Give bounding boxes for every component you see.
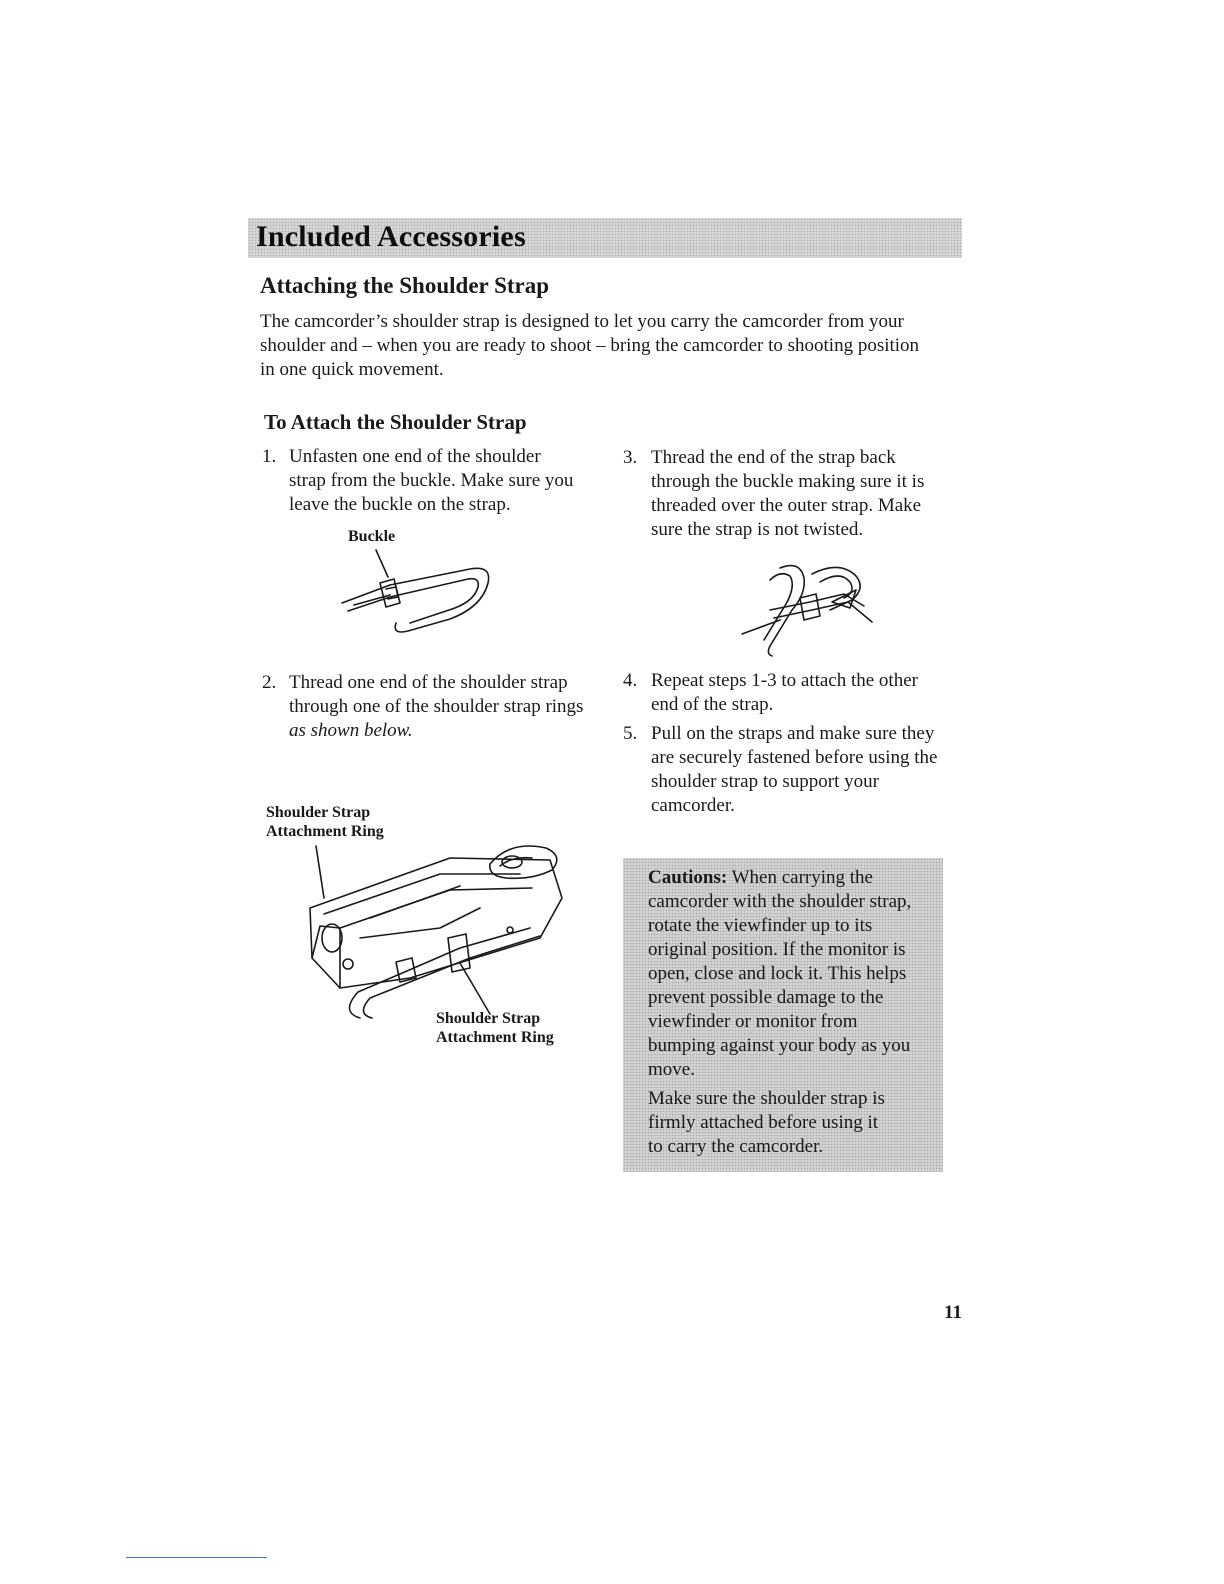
step-line: sure the strap is not twisted.	[651, 519, 864, 540]
caution-line: viewfinder or monitor from	[648, 1011, 858, 1032]
step-line: through the buckle making sure it is	[651, 471, 925, 492]
step-line: Pull on the straps and make sure they	[651, 723, 935, 744]
ring-label-line: Attachment Ring	[266, 823, 384, 840]
step-number: 2.	[262, 672, 277, 693]
step-line: Thread one end of the shoulder strap	[289, 672, 568, 693]
step-line: through one of the shoulder strap rings	[289, 696, 584, 717]
strap-threading-illustration	[740, 560, 880, 660]
caution-line-1	[648, 866, 938, 890]
step-line: as shown below.	[289, 720, 413, 741]
step-line: end of the strap.	[651, 694, 774, 715]
ring-label-line: Shoulder Strap	[266, 804, 371, 821]
caution-line: move.	[648, 1059, 695, 1080]
section-title: Included Accessories	[256, 220, 526, 253]
step-line: threaded over the outer strap. Make	[651, 495, 922, 516]
step-line: shoulder strap to support your	[651, 771, 879, 792]
step-number: 4.	[623, 670, 638, 691]
caution-line: rotate the viewfinder up to its	[648, 915, 873, 936]
buckle-label: Buckle	[348, 528, 396, 545]
intro-line: shoulder and – when you are ready to shoot – bring the camcorder to shooting position	[260, 335, 920, 356]
caution-line: open, close and lock it. This helps	[648, 963, 907, 984]
caution-line: firmly attached before using it	[648, 1112, 879, 1133]
step-1	[262, 445, 607, 517]
intro-line: The camcorder’s shoulder strap is designed to let you carry the camcorder from your	[260, 311, 904, 332]
step-line: leave the buckle on the strap.	[289, 494, 511, 515]
intro-paragraph	[260, 310, 980, 382]
step-5	[623, 722, 963, 818]
ring-label-line: Attachment Ring	[436, 1029, 554, 1046]
page-number: 11	[944, 1302, 962, 1323]
caution-line: to carry the camcorder.	[648, 1136, 824, 1157]
step-line: are securely fastened before using the	[651, 747, 938, 768]
step-4	[623, 669, 963, 717]
step-line: Repeat steps 1-3 to attach the other	[651, 670, 918, 691]
buckle-illustration	[330, 545, 510, 645]
caution-line: prevent possible damage to the	[648, 987, 884, 1008]
caution-line: camcorder with the shoulder strap,	[648, 891, 912, 912]
page-title: Attaching the Shoulder Strap	[260, 273, 550, 298]
step-line: Thread the end of the strap back	[651, 447, 896, 468]
ring-label-top	[266, 803, 384, 841]
step-line: Unfasten one end of the shoulder	[289, 446, 541, 467]
step-2	[262, 671, 607, 743]
step-number: 5.	[623, 723, 638, 744]
caution-line: bumping against your body as you	[648, 1035, 911, 1056]
caution-box	[623, 858, 943, 1172]
section-banner	[248, 218, 962, 258]
subsection-title: To Attach the Shoulder Strap	[264, 410, 527, 434]
caution-heading: Cautions:	[648, 867, 728, 888]
caution-line: original position. If the monitor is	[648, 939, 906, 960]
step-number: 1.	[262, 446, 277, 467]
step-3	[623, 446, 963, 542]
step-number: 3.	[623, 447, 638, 468]
ring-label-line: Shoulder Strap	[436, 1010, 541, 1027]
intro-line: in one quick movement.	[260, 359, 444, 380]
camcorder-illustration	[300, 838, 570, 1018]
caution-line: Make sure the shoulder strap is	[648, 1088, 885, 1109]
footer-rule	[126, 1557, 267, 1558]
caution-text: When carrying the	[731, 867, 873, 888]
step-line: camcorder.	[651, 795, 735, 816]
step-line: strap from the buckle. Make sure you	[289, 470, 574, 491]
